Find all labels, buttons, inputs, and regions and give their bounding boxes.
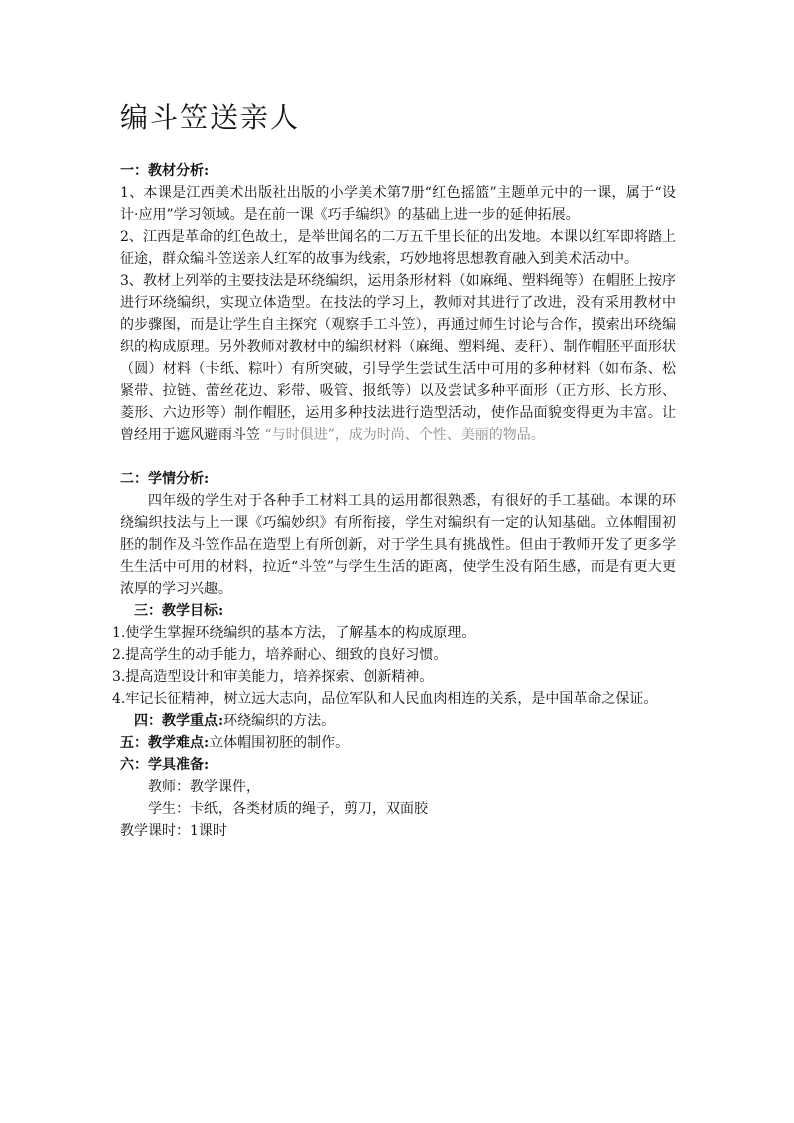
list-item: 3.提高造型设计和审美能力，培养探索、创新精神。: [112, 669, 434, 685]
section-heading: 三：教学目标:: [134, 603, 224, 619]
paragraph: [120, 270, 676, 446]
paragraph-text-gray: “与时俱进”，成为时尚、个性、美丽的物品。: [264, 427, 545, 443]
section-heading: 一：教材分析:: [120, 163, 210, 179]
section-text: 立体帽围初胚的制作。: [209, 735, 350, 751]
paragraph-text: 3、教材上列举的主要技法是环绕编织，运用条形材料（如麻绳、塑料绳等）在帽胚上按序进行环绕编织，实现立体造型。在技法的学习上，教师对其进行了改进，没有采用教材中的步骤图，而是让学生自主探究（观察手工斗笠），再通过师生讨论与合作，摸索出环绕编织的构成原理。另外教师对教材中的编织材料（麻绳、塑料绳、麦秆）、制作帽胚平面形状（圆）材料（卡纸、粽叶）有所突破，引导学生尝试生活中可用的多种材料（如布条、松紧带、拉链、蕾丝花边、彩带、吸管、报纸等）以及尝试多种平面形（正方形、长方形、菱形、六边形等）制作帽胚，运用多种技法进行造型活动，使作品面貌变得更为丰富。让曾经用于遮风避雨斗笠: [120, 273, 676, 443]
class-hours: 教学课时：1课时: [120, 823, 227, 839]
section-heading: 五：教学难点:: [120, 735, 210, 751]
list-item: 4.牢记长征精神，树立远大志向，品位军队和人民血肉相连的关系，是中国革命之保证。: [112, 691, 658, 707]
document-body: [112, 160, 676, 842]
goal-list: [112, 622, 690, 710]
list-item: 2.提高学生的动手能力，培养耐心、细致的良好习惯。: [112, 647, 448, 663]
section-teaching-goals: [112, 600, 676, 710]
section-heading: 二：学情分析:: [120, 471, 210, 487]
page-title: 编斗笠送亲人: [120, 101, 301, 134]
section-heading: 六：学具准备:: [120, 757, 210, 773]
paragraph: 1、本课是江西美术出版社出版的小学美术第7册“红色摇篮”主题单元中的一课，属于“设计·应用”学习领域。是在前一课《巧手编织》的基础上进一步的延伸拓展。: [120, 185, 676, 223]
section-materials: [120, 754, 676, 820]
paragraph: 四年级的学生对于各种手工材料工具的运用都很熟悉，有很好的手工基础。本课的环绕编织技法与上一课《巧编妙织》有所衔接，学生对编织有一定的认知基础。立体帽围初胚的制作及斗笠作品在造型上有所创新，对于学生具有挑战性。但由于教师开发了更多学生生活中可用的材料，拉近“斗笠”与学生生活的距离，使学生没有陌生感，而是有更大更浓厚的学习兴趣。: [120, 493, 676, 597]
section-textbook-analysis: [120, 160, 676, 446]
materials-student: 学生：卡纸，各类材质的绳子，剪刀，双面胶: [148, 801, 428, 817]
list-item: 1.使学生掌握环绕编织的基本方法，了解基本的构成原理。: [112, 625, 476, 641]
section-heading: 四：教学重点:: [134, 713, 224, 729]
section-learner-analysis: [120, 468, 676, 600]
paragraph: 2、江西是革命的红色故土，是举世闻名的二万五千里长征的出发地。本课以红军即将踏上征途，群众编斗笠送亲人红军的故事为线索，巧妙地将思想教育融入到美术活动中。: [120, 229, 676, 267]
materials-teacher: 教师：教学课件，: [148, 779, 260, 795]
section-key-point: [120, 710, 676, 732]
section-difficulty: [120, 732, 676, 754]
section-text: 环绕编织的方法。: [223, 713, 336, 729]
